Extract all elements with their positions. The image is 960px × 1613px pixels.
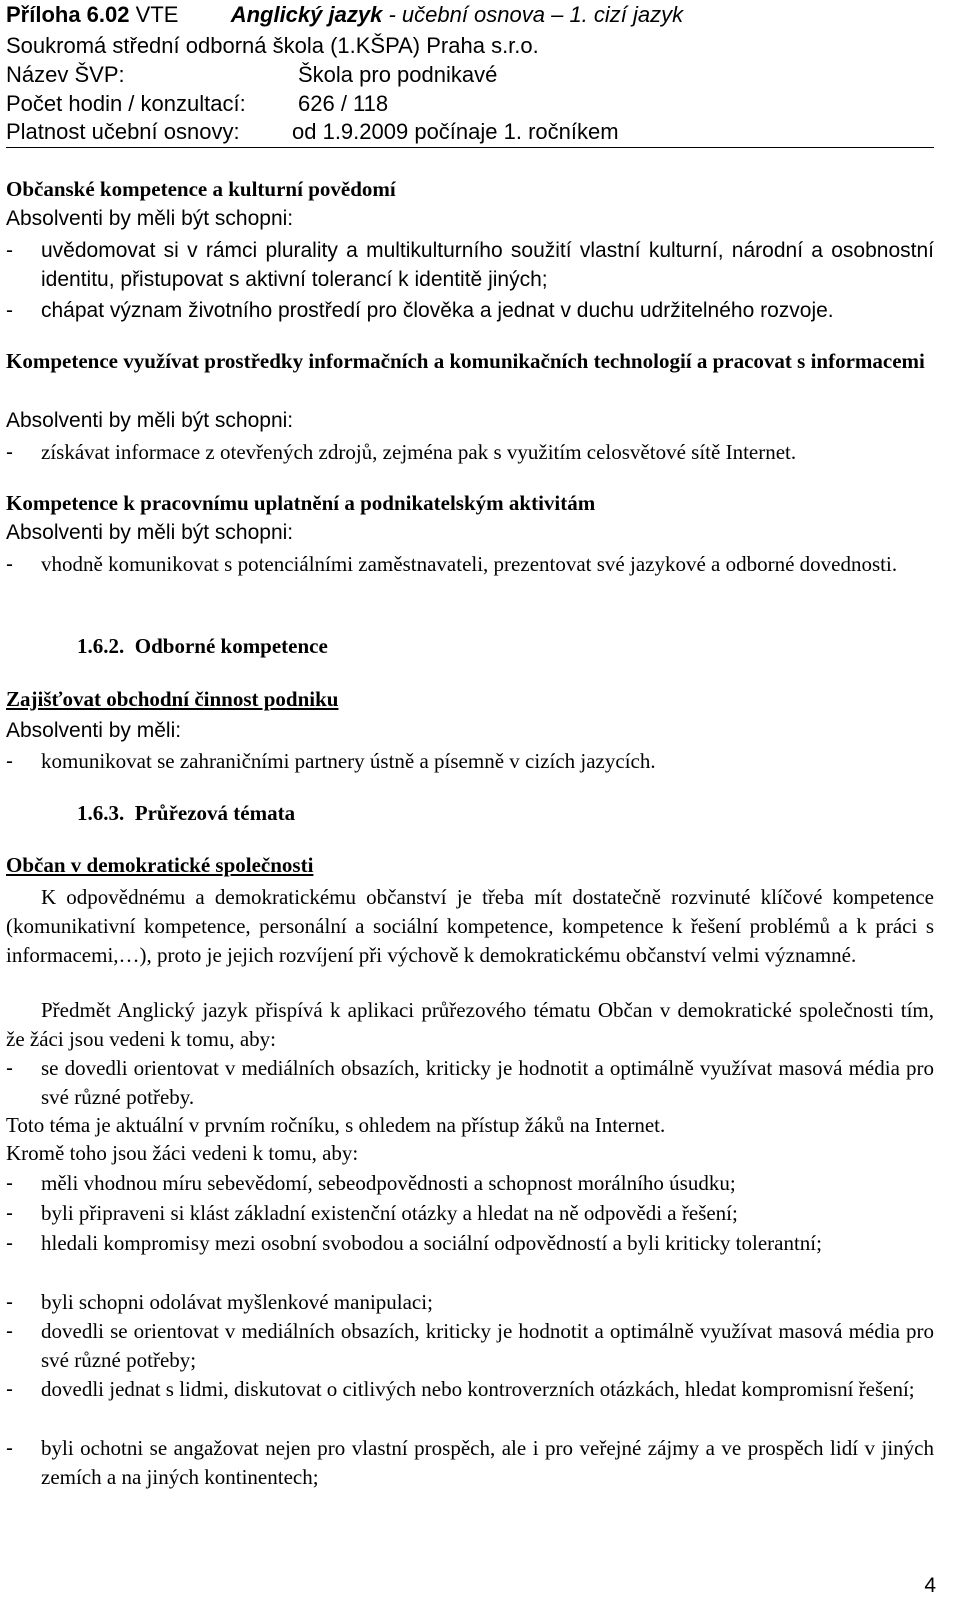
sec5-para-3: Toto téma je aktuální v prvním ročníku, s ohledem na přístup žáků na Internet. (6, 1113, 666, 1137)
syllabus-title: - učební osnova – 1. cizí jazyk (382, 2, 684, 27)
header-rule (6, 147, 934, 148)
sec5-list-item-text: dovedli jednat s lidmi, diskutovat o citlivých nebo kontroverzních otázkách, hledat kompromisní řešení; (41, 1377, 915, 1401)
sec2-item-1 (6, 438, 934, 467)
sec2-title-text: Kompetence využívat prostředky informačních a komunikačních technologií a pracovat s informacemi (6, 349, 925, 373)
sec5-para-1-text: K odpovědnému a demokratickému občanství je třeba mít dostatečně rozvinuté klíčové kompetence (komunikativní kompetence, personální a sociální kompetence, kompetence k řešení problémů a k práci s informacemi,…), proto je jejich rozvíjení při výchově k demokratickému občanství velmi významné. (6, 885, 934, 967)
sec5-heading-text: Průřezová témata (134, 801, 296, 825)
sec1-intro: Absolventi by měli být schopni: (6, 207, 294, 230)
subject-name: Anglický jazyk (230, 2, 383, 27)
sec2-item-1-text: získávat informace z otevřených zdrojů, zejména pak s využitím celosvětové sítě Internet. (41, 440, 797, 464)
sec3-intro: Absolventi by měli být schopni: (6, 521, 294, 544)
sec5-list-item-text: byli schopni odolávat myšlenkové manipulaci; (41, 1290, 433, 1314)
sec5-list-item (6, 1375, 934, 1404)
sec3-item-1-text: vhodně komunikovat s potenciálními zaměstnavateli, prezentovat své jazykové a odborné dovednosti. (41, 552, 898, 576)
sec5-list-item-text: byli připraveni si klást základní existenční otázky a hledat na ně odpovědi a řešení; (41, 1201, 738, 1225)
dash-bullet: - (6, 239, 13, 262)
svp-label: Název ŠVP: (6, 62, 125, 87)
dash-bullet: - (6, 1232, 13, 1255)
dash-bullet: - (6, 1320, 13, 1343)
school-name: Soukromá střední odborná škola (1.KŠPA) Praha s.r.o. (6, 33, 539, 58)
sec2-intro: Absolventi by měli být schopni: (6, 409, 294, 432)
dash-bullet: - (6, 441, 13, 464)
appendix-abbr: VTE (135, 2, 179, 27)
sec5-para-4: Kromě toho jsou žáci vedeni k tomu, aby: (6, 1141, 359, 1165)
sec1-item-2 (6, 296, 934, 325)
sec5-para-2-text: Předmět Anglický jazyk přispívá k aplikaci průřezového tématu Občan v demokratické společnosti tím, že žáci jsou vedeni k tomu, aby: (6, 998, 934, 1051)
dash-bullet: - (6, 1378, 13, 1401)
sec5-para-2 (6, 996, 934, 1054)
dash-bullet: - (6, 1172, 13, 1195)
appendix-label: Příloha 6.02 (6, 2, 130, 27)
sec1-item-2-text: chápat význam životního prostředí pro člověka a jednat v duchu udržitelného rozvoje. (41, 299, 834, 322)
sec5-para-1 (6, 883, 934, 970)
sec5-list-item (6, 1317, 934, 1375)
validity-value: od 1.9.2009 počínaje 1. ročníkem (292, 119, 619, 144)
sec4-heading (77, 633, 934, 659)
dash-bullet: - (6, 1437, 13, 1460)
header-line-1 (6, 2, 683, 28)
dash-bullet: - (6, 1057, 13, 1080)
validity-label: Platnost učební osnovy: (6, 119, 240, 144)
sec5-list-item (6, 1434, 934, 1492)
dash-bullet: - (6, 750, 13, 773)
dash-bullet: - (6, 1291, 13, 1314)
dash-bullet: - (6, 553, 13, 576)
dash-bullet: - (6, 299, 13, 322)
sec4-subtitle: Zajišťovat obchodní činnost podniku (6, 687, 339, 711)
sec3-title: Kompetence k pracovnímu uplatnění a podnikatelským aktivitám (6, 491, 596, 515)
sec3-item-1 (6, 550, 934, 579)
sec2-title (6, 348, 934, 374)
sec4-intro: Absolventi by měli: (6, 719, 182, 742)
header-svp (6, 62, 125, 88)
sec5-heading-num: 1.6.3. (77, 801, 125, 825)
page-number: 4 (924, 1574, 936, 1597)
sec5-list-item-text: měli vhodnou míru sebevědomí, sebeodpovědnosti a schopnost morálního úsudku; (41, 1171, 736, 1195)
sec4-heading-num: 1.6.2. (77, 634, 125, 658)
sec1-item-1 (6, 236, 934, 294)
sec1-title: Občanské kompetence a kulturní povědomí (6, 177, 396, 201)
sec5-media-item (6, 1054, 934, 1112)
dash-bullet: - (6, 1202, 13, 1225)
sec5-heading (77, 800, 934, 826)
svp-value: Škola pro podnikavé (298, 62, 498, 87)
sec1-item-1-text: uvědomovat si v rámci plurality a multikulturního soužití vlastní kulturní, národní a osobnostní identitu, přistupovat s aktivní tolerancí k identitě jiných; (41, 239, 934, 291)
sec4-item-1-text: komunikovat se zahraničními partnery ústně a písemně v cizích jazycích. (41, 749, 656, 773)
sec5-list-item-text: hledali kompromisy mezi osobní svobodou a sociální odpovědností a byli kriticky tolerantní; (41, 1231, 822, 1255)
hours-label: Počet hodin / konzultací: (6, 91, 246, 116)
sec5-list-item-text: byli ochotni se angažovat nejen pro vlastní prospěch, ale i pro veřejné zájmy a ve prospěch lidí v jiných zemích a na jiných kontinentech; (41, 1436, 934, 1489)
sec4-item-1 (6, 747, 934, 776)
sec5-list-item (6, 1169, 934, 1198)
sec5-list-item (6, 1199, 934, 1228)
hours-value: 626 / 118 (298, 91, 389, 116)
sec5-subtitle: Občan v demokratické společnosti (6, 853, 314, 877)
sec5-list-item (6, 1229, 934, 1258)
sec4-heading-text: Odborné kompetence (134, 634, 328, 658)
sec5-list-item-text: dovedli se orientovat v mediálních obsazích, kriticky je hodnotit a optimálně využívat masová média pro své různé potřeby; (41, 1319, 934, 1372)
sec5-list-item (6, 1288, 934, 1317)
sec5-media-item-text: se dovedli orientovat v mediálních obsazích, kriticky je hodnotit a optimálně využívat masová média pro své různé potřeby. (41, 1056, 934, 1109)
